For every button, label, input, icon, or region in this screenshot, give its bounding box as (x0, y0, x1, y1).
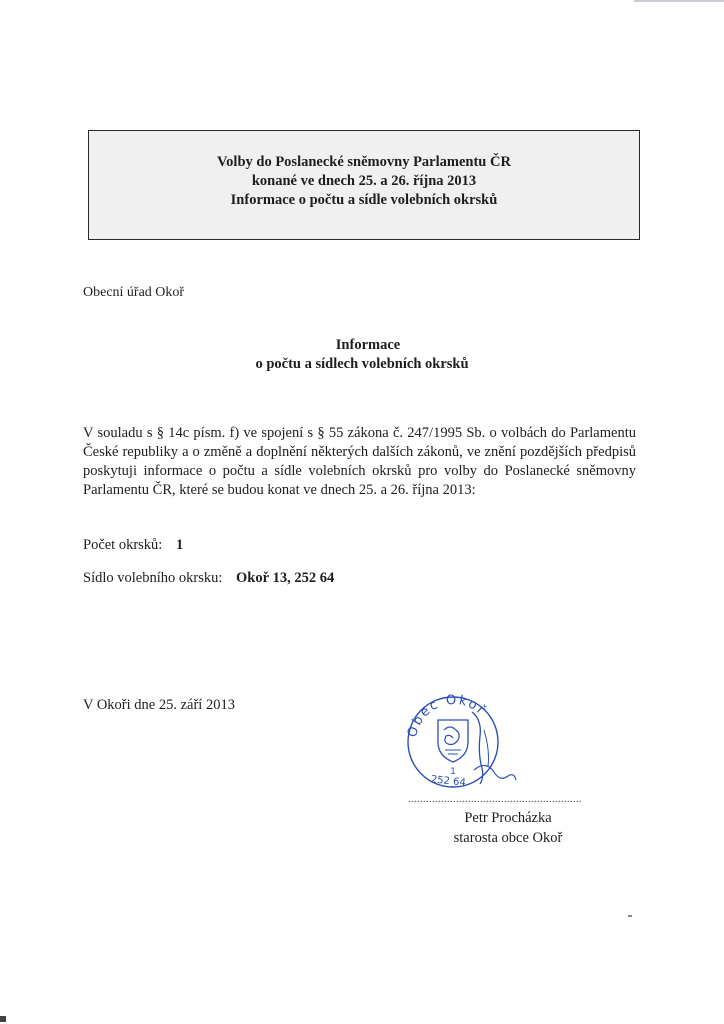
body-line: Parlamentu ČR, které se budou konat ve dnech 25. a 26. října 2013: (83, 482, 476, 498)
district-count-value: 1 (175, 537, 184, 553)
body-line: České republiky a o změně a doplnění některých dalších zákonů, ve znění pozdějších předpisů (83, 444, 636, 460)
body-line: poskytuji informace o počtu a sídle volebních okrsků pro volby do Poslanecké sněmovny (83, 463, 636, 479)
scan-speck (0, 1016, 6, 1022)
scan-speck (628, 915, 632, 917)
body-line: V souladu s § 14c písm. f) ve spojení s § 55 zákona č. 247/1995 Sb. o volbách do Parlamentu (83, 425, 636, 441)
signer-name: Petr Procházka (464, 810, 552, 826)
body-paragraph (83, 424, 636, 500)
district-seat-value: Okoř 13, 252 64 (236, 570, 335, 586)
header-line-1: Volby do Poslanecké sněmovny Parlamentu ČR (217, 154, 511, 170)
place-and-date: V Okoři dne 25. září 2013 (83, 697, 235, 713)
signer-role: starosta obce Okoř (453, 830, 563, 846)
stamp-number: 1 (450, 767, 456, 777)
header-line-3: Informace o počtu a sídle volebních okrsků (230, 192, 498, 208)
signature-dotted-line: .......................................................... (408, 794, 582, 805)
header-line-2: konané ve dnech 25. a 26. října 2013 (251, 173, 477, 189)
stamp-postcode: 252 64 (430, 774, 467, 789)
handwritten-signature (454, 710, 518, 786)
document-title-line-1: Informace (335, 337, 401, 353)
header-box (88, 130, 640, 240)
stamp-top-text: Obec Okoř (405, 692, 489, 739)
scan-edge-mark (634, 0, 724, 2)
signer-block (408, 808, 608, 848)
document-title (0, 336, 724, 374)
district-seat-label: Sídlo volebního okrsku: (83, 570, 223, 586)
district-count-row (83, 537, 183, 554)
document-title-line-2: o počtu a sídlech volebních okrsků (255, 356, 469, 372)
district-seat-row (83, 570, 334, 587)
authority-name: Obecní úřad Okoř (83, 285, 185, 300)
district-count-label: Počet okrsků: (83, 537, 163, 553)
